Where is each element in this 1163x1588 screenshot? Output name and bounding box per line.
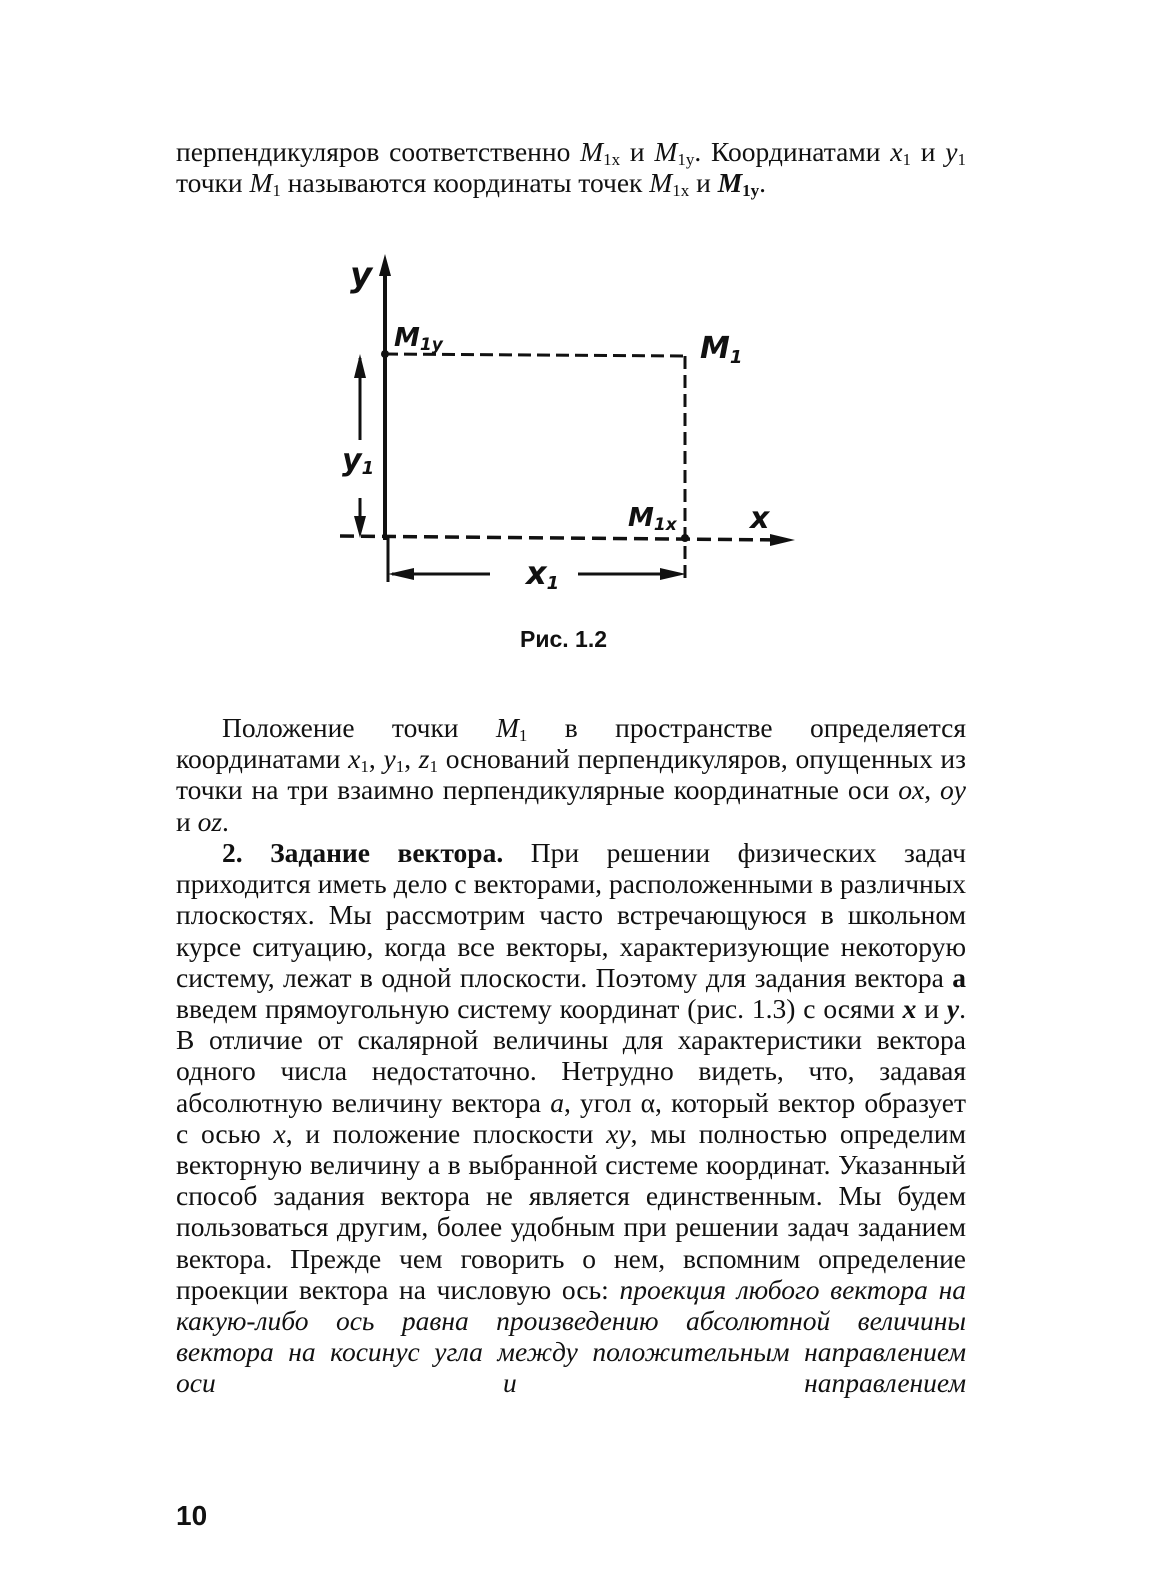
- figure-caption: Рис. 1.2: [520, 626, 608, 652]
- figure-coordinates: [330, 248, 810, 608]
- label-m1y: M1y: [394, 323, 443, 355]
- projection-definition: проекция любого вектора на какую-либо ось равна произведению абсолютной величины вектора на косинус угла между положительным направлением оси и направлением: [176, 1273, 967, 1399]
- label-m1: M1: [700, 331, 743, 368]
- paragraph-vector: 2. Задание вектора. При решении физических задач приходится иметь дело с векторами, расположенными в различных плоскостях. Мы рассмотрим часто встречающуюся в школьном курсе ситуацию, когда все векторы, характеризующие некоторую систему, лежат в одной плоскости. Поэтому для задания вектора а введем прямоугольную систему координат (рис. 1.3) с осями x и y. В отличие от скалярной величины для характеристики вектора одного числа недостаточно. Нетрудно видеть, что, задавая абсолютную величину вектора a, угол α, который вектор образует с осью x, и положение плоскости xy, мы полностью определим векторную величину а в выбранной системе координат. Указанный способ задания вектора не является единственным. Мы будем пользоваться другим, более удобным при решении задач заданием вектора. Прежде чем говорить о нем, вспомним определение проекции вектора на числовую ось: проекция любого вектора на какую-либо ось равна произведению абсолютной величины вектора на косинус угла между положительным направлением оси и направлением: [176, 837, 967, 1399]
- figure-svg: [330, 248, 810, 608]
- top-paragraph: перпендикуляров соответственно $M_{1x}$ и $M_{1y}$. Координатами $x_1$ и $y_1$ точки $M_1$ называются координаты точек $M_{1x}$ и $M_{1y}$.: [176, 136, 967, 200]
- dim-x-arrow-left: [388, 568, 414, 580]
- page-number: 10: [176, 1500, 208, 1531]
- x-axis-arrow: [770, 534, 795, 546]
- label-x-axis: x: [750, 501, 770, 536]
- dim-x-arrow-right: [660, 568, 686, 580]
- paragraph-position: Положение точки $M_1$ в пространстве определяется координатами $x_1$, $y_1$, $z_1$ оснований перпендикуляров, опущенных из точки на три взаимно перпендикулярные координатные оси ox, oy и oz.: [176, 712, 966, 837]
- y-axis-arrow: [379, 254, 391, 276]
- point-m1x: [681, 534, 689, 542]
- label-y1: y1: [342, 443, 375, 479]
- label-m1x: M1x: [628, 503, 677, 535]
- section-heading: 2. Задание вектора.: [222, 837, 504, 868]
- dim-y-arrow-up: [354, 354, 366, 378]
- point-m1y: [381, 350, 389, 358]
- x-axis-line: [340, 536, 785, 540]
- label-x1: x1: [526, 554, 560, 594]
- label-y-axis: y: [350, 255, 373, 295]
